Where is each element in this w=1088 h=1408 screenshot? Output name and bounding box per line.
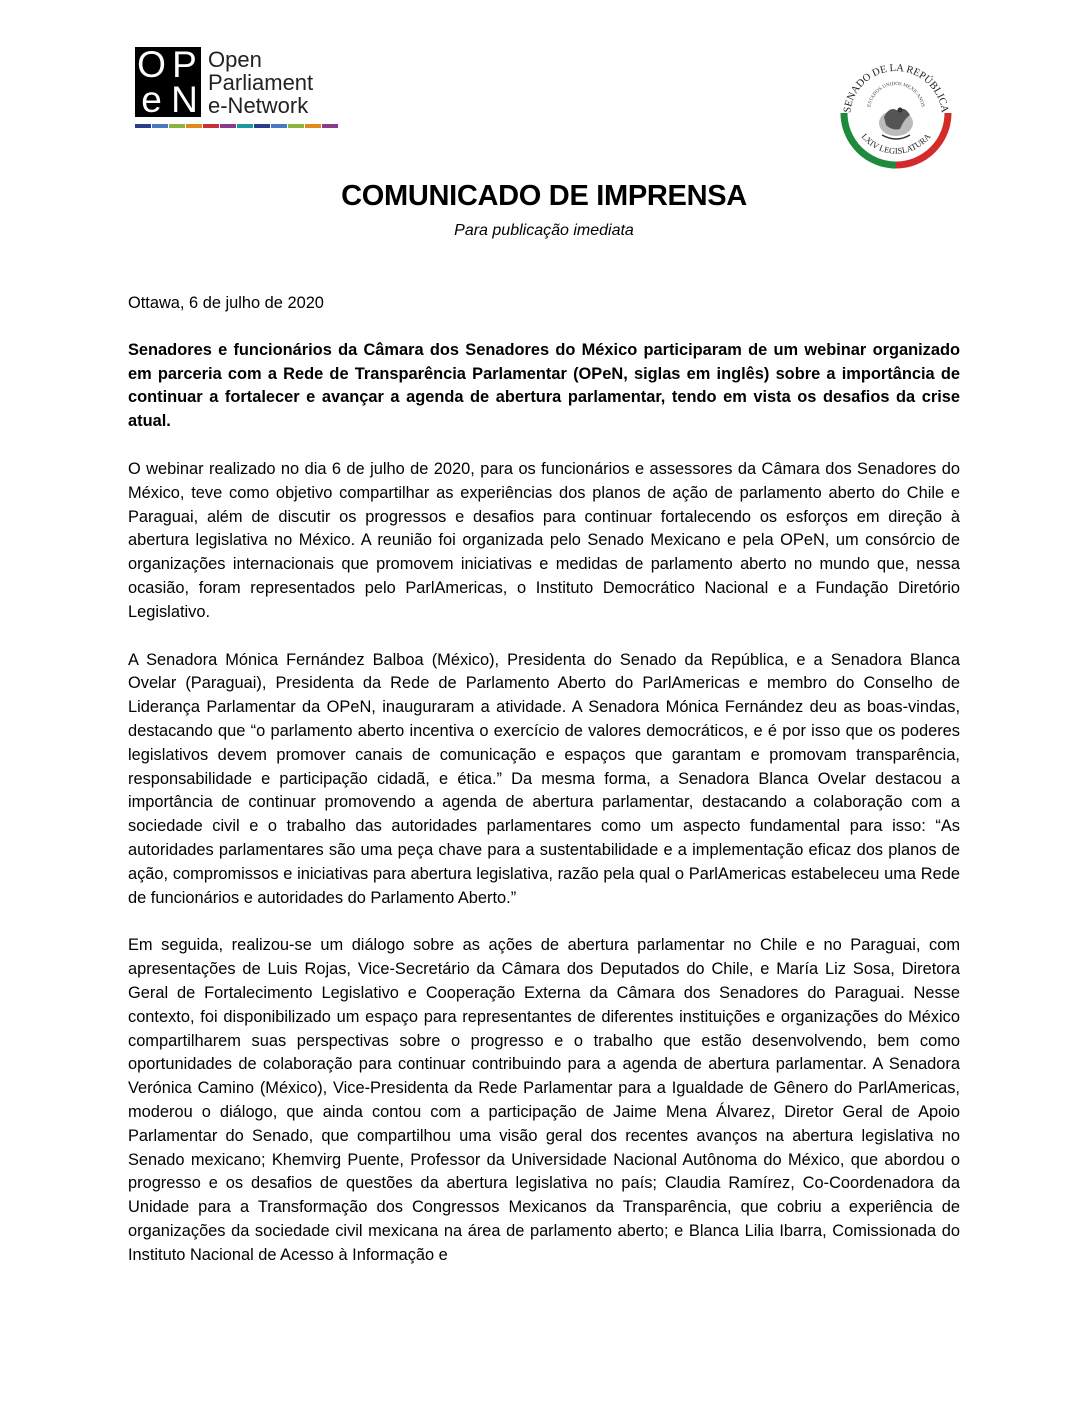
page-title: COMUNICADO DE IMPRENSA [341, 180, 747, 212]
logo-color-bar [305, 124, 321, 128]
logo-letter: N [171, 79, 198, 120]
seal-bottom-text: LXIV LEGISLATURA [859, 131, 933, 156]
logo-color-bar [237, 124, 253, 128]
press-release-body [128, 292, 960, 1291]
lead-paragraph: Senadores e funcionários da Câmara dos Senadores do México participaram de um webinar organizado em parceria com a Rede de Transparência Parlamentar (OPeN, siglas em inglês) sobre a importância de continuar a fortalecer e avançar a agenda de abertura parlamentar, tendo em vista os desafios da crise atual. [128, 340, 960, 431]
logo-letter: O [137, 44, 166, 85]
seal-ring-text: SENADO DE LA REPÚBLICA [842, 62, 950, 114]
dateline: Ottawa, 6 de julho de 2020 [128, 294, 324, 312]
page-subtitle: Para publicação imediata [454, 222, 634, 239]
logo-color-bar [135, 124, 151, 128]
paragraph-dialogue: Em seguida, realizou-se um diálogo sobre as ações de abertura parlamentar no Chile e no Paraguai, com apresentações de Luis Rojas, Vice-Secretário da Câmara dos Deputados do Chile, e María Liz Sosa, Diretora Geral de Fortalecimento Legislativo e Cooperação Externa da Câmara dos Senadores do Paraguai. Nesse contexto, foi disponibilizado um espaço para representantes de diferentes instituições e organizações do México compartilharem suas perspectivas sobre o progresso e o trabalho que estão desenvolvendo, bem como oportunidades de colaboração para continuar contribuindo para a agenda de abertura parlamentar. A Senadora Verónica Camino (México), Vice-Presidenta da Rede Parlamentar para a Igualdade de Gênero do ParlAmericas, moderou o diálogo, que ainda contou com a participação de Jaime Mena Álvarez, Diretor Geral de Apoio Parlamentar do Senado, que compartilhou uma visão geral dos recentes avanços na abertura legislativa no Senado mexicano; Khemvirg Puente, Professor da Universidade Nacional Autônoma do México, que abordou o progresso e os desafios de questões da abertura legislativa no país; Claudia Ramírez, Co-Coordenadora da Unidade para a Transformação dos Congressos Mexicanos da Transparência, que cobriu a experiência de organizações da sociedade civil mexicana na área de parlamento aberto; e Blanca Lilia Ibarra, Comissionada do Instituto Nacional de Acesso à Informação e [128, 936, 960, 1264]
logo-color-bar [288, 124, 304, 128]
logo-color-bar [169, 124, 185, 128]
logo-color-bar [271, 124, 287, 128]
senate-seal-icon [838, 55, 954, 171]
open-logo-mark [135, 44, 201, 120]
open-logo-wordmark [208, 48, 313, 117]
logo-color-bar [322, 124, 338, 128]
logo-letter: e [141, 79, 162, 120]
paragraph-opening: A Senadora Mónica Fernández Balboa (México), Presidenta do Senado da República, e a Senadora Blanca Ovelar (Paraguai), Presidenta da Rede de Parlamento Aberto do ParlAmericas e membro do Conselho de Liderança Parlamentar da OPeN, inauguraram a atividade. A Senadora Mónica Fernández deu as boas-vindas, destacando que “o parlamento aberto incentiva o exercício de valores democráticos, e é por isso que os poderes legislativos devem promover canais de comunicação e espaços que garantam e promovam transparência, responsabilidade e participação cidadã, e ética.” Da mesma forma, a Senadora Blanca Ovelar destacou a importância de continuar promovendo a agenda de abertura parlamentar, destacando a colaboração com a sociedade civil e o trabalho das autoridades parlamentares como um aspecto fundamental para isso: “As autoridades parlamentares são uma peça chave para a sustentabilidade e a implementação eficaz dos planos de ação, compromissos e iniciativas para abertura legislativa, razão pela qual o ParlAmericas estabeleceu uma Rede de funcionários e autoridades do Parlamento Aberto.” [128, 650, 960, 907]
logo-line-enetwork: e-Network [208, 93, 309, 118]
logo-color-bar [152, 124, 168, 128]
open-logo [135, 44, 340, 132]
logo-color-bars [135, 124, 337, 128]
logo-color-bar [220, 124, 236, 128]
eagle-emblem-icon [879, 108, 913, 140]
logo-color-bar [186, 124, 202, 128]
logo-line-open: Open [208, 47, 262, 72]
logo-color-bar [203, 124, 219, 128]
logo-letter: P [172, 44, 197, 85]
logo-line-parliament: Parliament [208, 70, 314, 95]
paragraph-webinar: O webinar realizado no dia 6 de julho de 2020, para os funcionários e assessores da Câmara dos Senadores do México, teve como objetivo compartilhar as experiências dos planos de ação de parlamento aberto do Chile e Paraguai, além de discutir os progressos e desafios para continuar fortalecendo os esforços em direção à abertura legislativa no México. A reunião foi organizada pelo Senado Mexicano e pela OPeN, um consórcio de organizações internacionais que promovem iniciativas e medidas de parlamento aberto no mundo que, nessa ocasião, foram representados pelo ParlAmericas, o Instituto Democrático Nacional e a Fundação Diretório Legislativo. [128, 459, 960, 621]
seal-inner-text: ESTADOS UNIDOS MEXICANOS [867, 81, 925, 108]
logo-color-bar [254, 124, 270, 128]
